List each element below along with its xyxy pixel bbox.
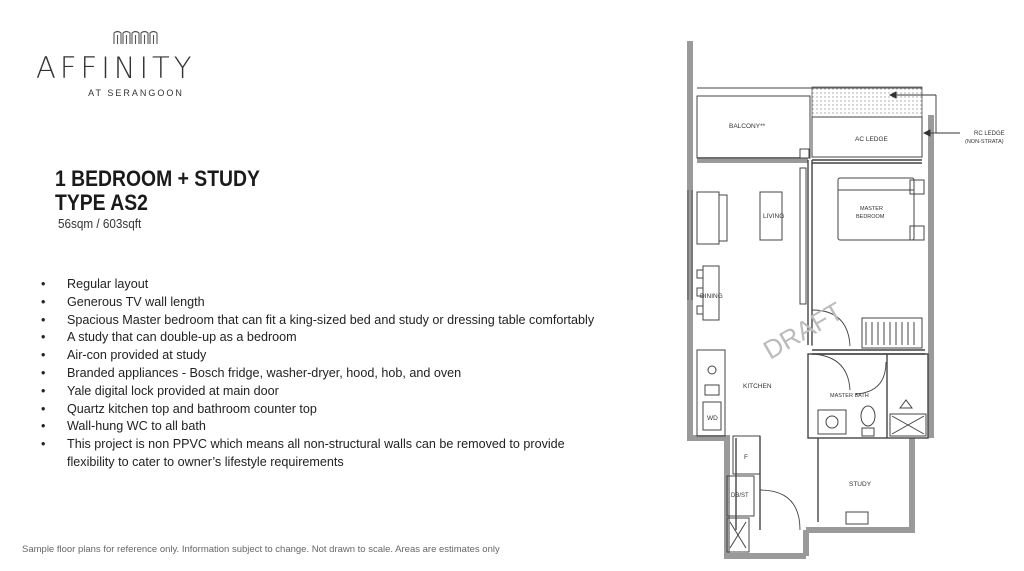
label-master-bath: MASTER BATH — [830, 393, 869, 399]
feature-item: • Quartz kitchen top and bathroom counter top — [38, 401, 598, 419]
bullet-icon: • — [41, 348, 46, 363]
brand-name: AFFINITY — [36, 51, 196, 85]
label-dining: DINING — [700, 293, 723, 300]
bullet-icon: • — [41, 401, 46, 416]
label-rc-ledge-note: (NON-STRATA) — [965, 139, 1004, 145]
bullet-icon: • — [41, 330, 46, 345]
rc-ledge-hatch — [812, 87, 922, 117]
feature-item: • Branded appliances - Bosch fridge, washer-dryer, hood, hob, and oven — [38, 365, 598, 383]
draft-watermark: DRAFT — [758, 295, 849, 366]
feature-item: • Wall-hung WC to all bath — [38, 418, 598, 436]
study-furniture — [846, 512, 868, 524]
bullet-icon: • — [41, 419, 46, 434]
unit-area: 56sqm / 603sqft — [58, 216, 142, 231]
feature-item: • Regular layout — [38, 276, 598, 294]
bedroom-furniture — [838, 178, 924, 348]
feature-item: • Air-con provided at study — [38, 347, 598, 365]
feature-list — [38, 276, 598, 472]
bullet-icon: • — [41, 312, 46, 327]
brand-subtitle: AT SERANGOON — [88, 88, 184, 98]
label-balcony: BALCONY** — [729, 123, 766, 130]
feature-item: • Yale digital lock provided at main door — [38, 383, 598, 401]
feature-item: • Spacious Master bedroom that can fit a king-sized bed and study or dressing table comfortably — [38, 312, 598, 330]
bullet-icon: • — [41, 437, 46, 452]
feature-item: • A study that can double-up as a bedroom — [38, 329, 598, 347]
label-fridge: F — [744, 454, 748, 461]
label-wd: WD — [707, 415, 718, 422]
label-living: LIVING — [763, 213, 785, 220]
feature-item: • This project is non PPVC which means all non-structural walls can be removed to provide flexibility to cater to owner’s lifestyle requirements — [41, 437, 565, 469]
label-master-bedroom-line2: BEDROOM — [856, 214, 885, 220]
label-study: STUDY — [849, 481, 872, 488]
building-logo-icon — [113, 30, 159, 44]
label-dbst: DB/ST — [731, 493, 749, 499]
bullet-icon: • — [41, 294, 46, 309]
unit-type-code: TYPE AS2 — [55, 190, 148, 215]
label-master-bedroom-line1: MASTER — [860, 206, 883, 212]
disclaimer: Sample floor plans for reference only. Information subject to change. Not drawn to scale. Areas are estimates only — [22, 544, 500, 555]
bullet-icon: • — [41, 277, 46, 291]
label-rc-ledge: RC LEDGE — [974, 131, 1005, 137]
bullet-icon: • — [41, 365, 46, 380]
bath-fittings — [818, 400, 926, 436]
bullet-icon: • — [41, 383, 46, 398]
label-ac-ledge: AC LEDGE — [855, 136, 888, 143]
floor-plan — [680, 36, 1020, 566]
feature-item: • Generous TV wall length — [38, 294, 598, 312]
unit-type-title: 1 BEDROOM + STUDY — [55, 166, 260, 191]
label-kitchen: KITCHEN — [743, 383, 772, 390]
